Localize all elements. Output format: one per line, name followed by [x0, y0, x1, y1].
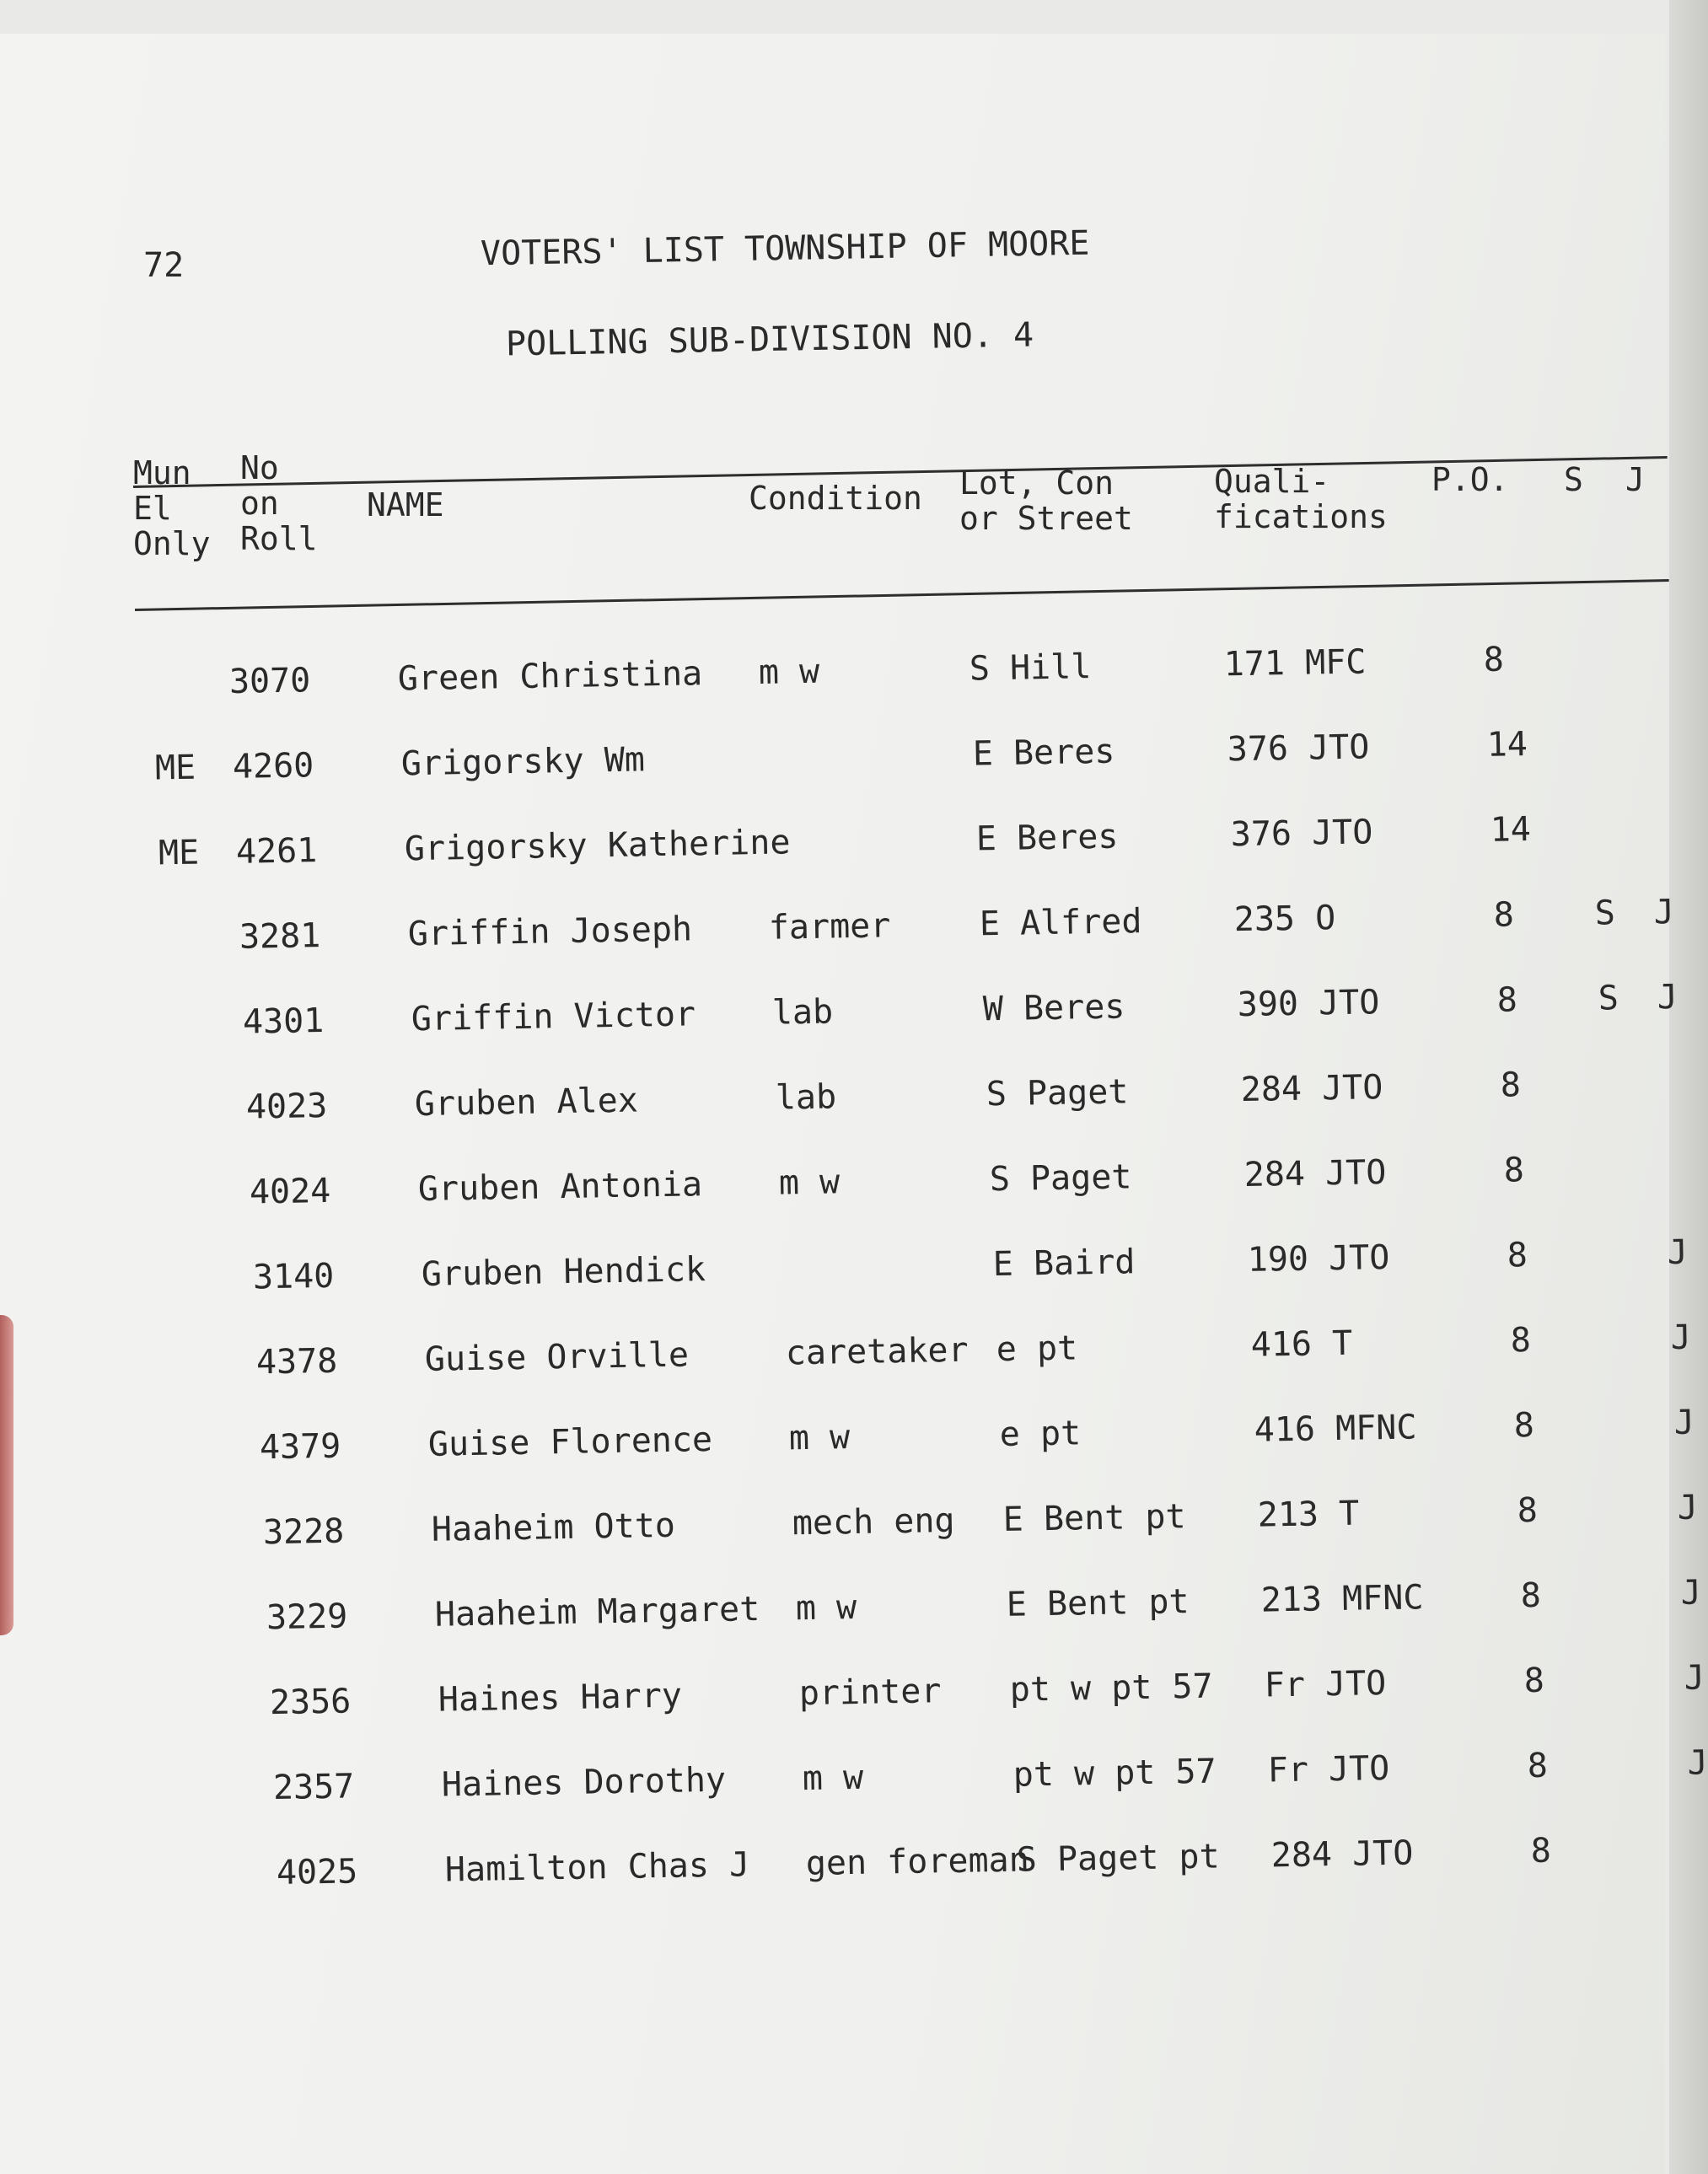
row-po: 8 — [1493, 895, 1515, 935]
row-name: Grigorsky Katherine — [404, 823, 791, 869]
row-po: 8 — [1503, 1151, 1525, 1190]
row-j: J — [1684, 1658, 1705, 1698]
table-row — [0, 1318, 1692, 1398]
row-qualifications: 284 JTO — [1240, 1068, 1383, 1110]
row-mun: ME — [154, 748, 196, 788]
row-j: J — [1680, 1573, 1702, 1613]
row-roll-number: 3140 — [252, 1256, 335, 1297]
table-row — [0, 722, 1665, 802]
row-roll-number: 3229 — [266, 1597, 348, 1638]
row-qualifications: Fr JTO — [1264, 1664, 1387, 1705]
row-name: Haines Harry — [438, 1676, 683, 1720]
row-po: 8 — [1517, 1490, 1539, 1531]
row-condition: m w — [758, 652, 820, 692]
row-qualifications: 376 JTO — [1230, 813, 1373, 855]
finger-edge — [0, 1315, 13, 1635]
table-row — [0, 977, 1678, 1057]
row-lot-street: E Alfred — [979, 902, 1142, 944]
row-roll-number: 3281 — [239, 916, 321, 957]
header-qualifications: Quali- fications — [1214, 463, 1388, 535]
row-j: J — [1667, 1232, 1689, 1273]
row-j: J — [1653, 893, 1675, 932]
row-name: Griffin Joseph — [407, 910, 693, 954]
table-row — [0, 1232, 1689, 1312]
row-condition: printer — [798, 1672, 942, 1714]
row-condition: m w — [802, 1758, 864, 1799]
row-name: Grigorsky Wm — [400, 740, 646, 784]
header-condition: Condition — [749, 480, 922, 517]
table-row — [0, 1148, 1665, 1227]
row-roll-number: 3228 — [262, 1511, 345, 1553]
header-s: S — [1564, 461, 1583, 498]
table-row — [0, 1488, 1699, 1568]
document-title: VOTERS' LIST TOWNSHIP OF MOORE — [480, 223, 1090, 274]
row-po: 8 — [1523, 1661, 1545, 1701]
row-qualifications: 416 MFNC — [1254, 1408, 1417, 1450]
header-bottom-rule — [135, 579, 1669, 611]
row-lot-street: E Beres — [972, 732, 1115, 774]
row-name: Hamilton Chas J — [444, 1845, 750, 1890]
row-lot-street: E Bent pt — [1002, 1497, 1186, 1539]
row-po: 14 — [1486, 725, 1528, 765]
row-condition: m w — [788, 1418, 851, 1458]
row-po: 8 — [1510, 1321, 1532, 1361]
row-qualifications: 376 JTO — [1227, 727, 1370, 770]
table-row — [0, 637, 1665, 717]
row-qualifications: 190 JTO — [1247, 1237, 1390, 1280]
document-page — [0, 34, 1708, 2174]
header-j: J — [1625, 461, 1645, 498]
row-qualifications: 213 T — [1257, 1494, 1360, 1535]
header-lot-con: Lot, Con or Street — [959, 464, 1133, 537]
table-row — [0, 808, 1665, 887]
table-row — [0, 893, 1675, 972]
row-qualifications: 390 JTO — [1237, 983, 1380, 1025]
row-j: J — [1677, 1488, 1699, 1527]
row-condition: m w — [795, 1587, 857, 1629]
header-no-on-roll: No on Roll — [240, 449, 318, 557]
header-mun: Mun El Only — [133, 454, 211, 562]
row-name: Gruben Hendick — [421, 1250, 706, 1294]
row-po: 8 — [1496, 980, 1518, 1020]
row-s: S — [1594, 894, 1616, 933]
row-name: Gruben Antonia — [417, 1165, 703, 1210]
row-name: Green Christina — [397, 654, 703, 699]
table-row — [0, 1403, 1695, 1483]
row-roll-number: 2357 — [272, 1767, 355, 1808]
row-condition: gen foreman — [805, 1840, 1030, 1884]
row-qualifications: 416 T — [1250, 1323, 1353, 1365]
row-po: 8 — [1530, 1831, 1552, 1871]
row-lot-street: W Beres — [982, 987, 1125, 1029]
row-name: Haaheim Margaret — [434, 1589, 760, 1635]
table-row — [0, 1573, 1702, 1653]
row-name: Guise Florence — [427, 1420, 713, 1464]
row-qualifications: 284 JTO — [1270, 1833, 1414, 1876]
row-condition: lab — [775, 1077, 837, 1118]
row-po: 8 — [1527, 1746, 1549, 1786]
row-s: S — [1598, 979, 1619, 1018]
row-roll-number: 4301 — [242, 1001, 325, 1042]
row-po: 8 — [1483, 640, 1505, 679]
row-lot-street: E Beres — [975, 817, 1119, 859]
row-lot-street: pt w pt 57 — [1009, 1667, 1214, 1710]
row-roll-number: 4378 — [255, 1341, 338, 1382]
row-lot-street: S Paget — [986, 1072, 1129, 1114]
row-condition: lab — [771, 992, 834, 1033]
row-po: 8 — [1507, 1236, 1528, 1275]
row-lot-street: e pt — [996, 1329, 1078, 1370]
row-condition: farmer — [768, 906, 891, 947]
row-po: 8 — [1500, 1066, 1522, 1105]
row-roll-number: 4023 — [245, 1086, 328, 1127]
row-lot-street: pt w pt 57 — [1012, 1752, 1217, 1795]
row-j: J — [1670, 1318, 1692, 1358]
row-qualifications: 213 MFNC — [1260, 1578, 1424, 1620]
row-condition: caretaker — [785, 1330, 969, 1373]
row-qualifications: 284 JTO — [1243, 1153, 1387, 1194]
row-name: Griffin Victor — [411, 995, 696, 1039]
table-row — [0, 1829, 1665, 1908]
row-roll-number: 4379 — [259, 1426, 341, 1468]
row-roll-number: 4260 — [232, 746, 314, 786]
header-name: NAME — [367, 486, 444, 523]
row-condition: m w — [778, 1162, 841, 1203]
row-name: Gruben Alex — [414, 1081, 639, 1125]
row-lot-street: S Paget pt — [1016, 1837, 1221, 1880]
row-roll-number: 2356 — [269, 1682, 352, 1723]
row-j: J — [1673, 1403, 1695, 1443]
row-roll-number: 4261 — [235, 831, 318, 872]
row-po: 14 — [1490, 810, 1532, 850]
row-roll-number: 4025 — [276, 1852, 358, 1892]
row-roll-number: 4024 — [249, 1171, 331, 1212]
table-row — [0, 1743, 1708, 1823]
row-po: 8 — [1513, 1405, 1535, 1446]
row-j: J — [1687, 1743, 1708, 1783]
row-name: Guise Orville — [424, 1335, 690, 1379]
row-condition: mech eng — [792, 1500, 955, 1543]
row-lot-street: S Hill — [969, 647, 1092, 689]
row-roll-number: 3070 — [228, 661, 311, 701]
row-qualifications: 235 O — [1233, 899, 1336, 940]
row-qualifications: 171 MFC — [1223, 642, 1367, 684]
row-name: Haaheim Otto — [431, 1506, 676, 1549]
row-lot-street: E Baird — [992, 1243, 1136, 1285]
row-j: J — [1657, 977, 1678, 1017]
row-po: 8 — [1520, 1575, 1542, 1616]
table-row — [0, 1063, 1665, 1142]
row-lot-street: E Bent pt — [1006, 1582, 1190, 1624]
row-lot-street: e pt — [999, 1414, 1082, 1455]
page-number: 72 — [143, 246, 185, 285]
header-po: P.O. — [1431, 461, 1509, 498]
row-name: Haines Dorothy — [441, 1760, 727, 1805]
row-qualifications: Fr JTO — [1267, 1748, 1390, 1790]
document-subtitle: POLLING SUB-DIVISION NO. 4 — [505, 315, 1034, 364]
table-row — [0, 1658, 1705, 1738]
row-mun: ME — [158, 833, 200, 873]
adjacent-page-edge — [1669, 0, 1708, 2174]
row-lot-street: S Paget — [989, 1157, 1132, 1200]
